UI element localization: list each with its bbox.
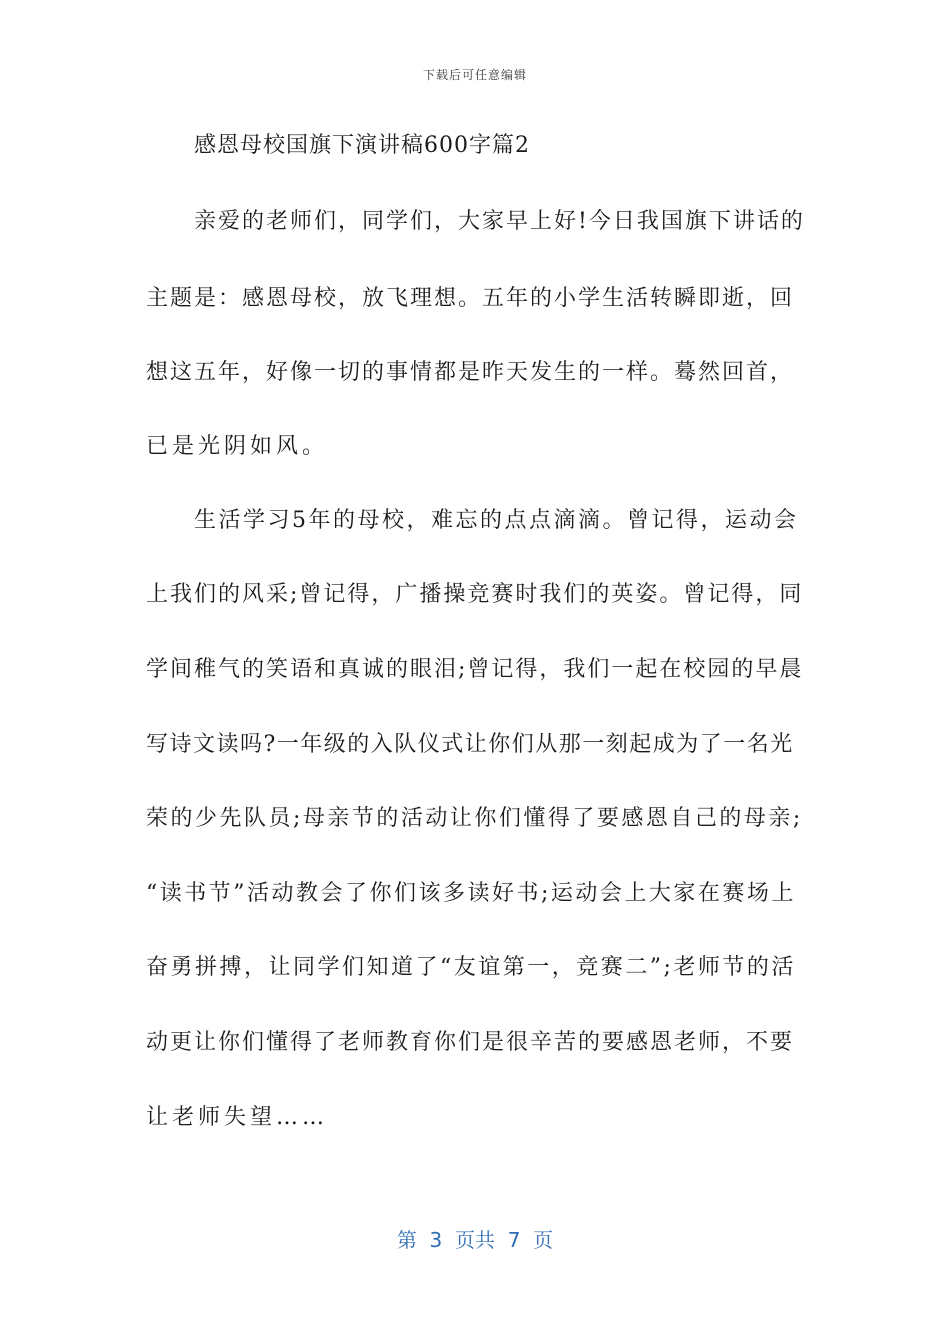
paragraph-2-line-5: 荣的少先队员;母亲节的活动让你们懂得了要感恩自己的母亲; — [146, 806, 803, 831]
paragraph-2-line-1: 生活学习5年的母校，难忘的点点滴滴。曾记得，运动会 — [194, 508, 799, 533]
paragraph-2-line-2: 上我们的风采;曾记得，广播操竞赛时我们的英姿。曾记得，同 — [146, 582, 804, 607]
document-title: 感恩母校国旗下演讲稿600字篇2 — [194, 133, 530, 158]
paragraph-2-line-7: 奋勇拼搏，让同学们知道了“友谊第一，竞赛二”;老师节的活 — [146, 955, 796, 980]
header-note: 下载后可任意编辑 — [422, 68, 527, 82]
page-number-footer: 第 3 页共 7 页 — [396, 1228, 554, 1252]
paragraph-2-line-3: 学间稚气的笑语和真诚的眼泪;曾记得，我们一起在校园的早晨 — [146, 657, 804, 682]
paragraph-1-line-4: 已是光阴如风。 — [146, 434, 329, 459]
paragraph-1-line-3: 想这五年，好像一切的事情都是昨天发生的一样。蓦然回首， — [146, 360, 795, 385]
paragraph-2-line-4: 写诗文读吗?一年级的入队仪式让你们从那一刻起成为了一名光 — [146, 732, 794, 757]
paragraph-1-line-2: 主题是：感恩母校，放飞理想。五年的小学生活转瞬即逝，回 — [146, 286, 795, 311]
paragraph-2-line-8: 动更让你们懂得了老师教育你们是很辛苦的要感恩老师，不要 — [146, 1030, 795, 1055]
paragraph-2-line-6: “读书节”活动教会了你们该多读好书;运动会上大家在赛场上 — [146, 881, 796, 906]
paragraph-1-line-1: 亲爱的老师们，同学们，大家早上好!今日我国旗下讲话的 — [194, 209, 805, 234]
paragraph-2-line-9: 让老师失望…… — [146, 1105, 329, 1130]
